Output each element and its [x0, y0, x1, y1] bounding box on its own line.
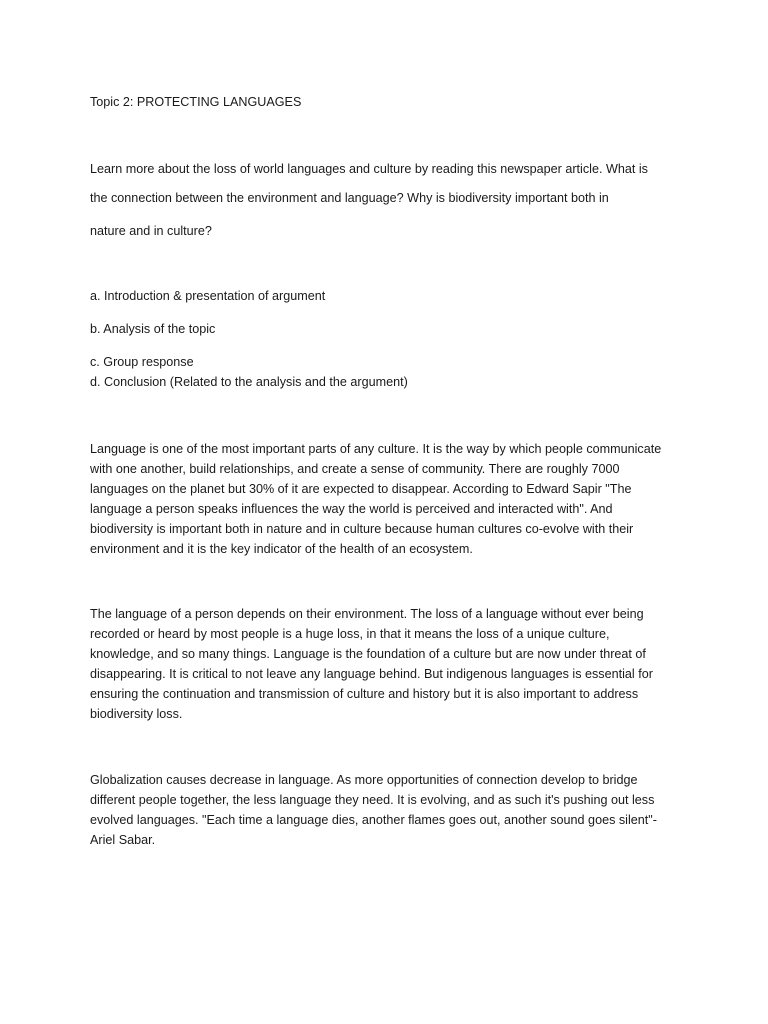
outline-item: a. Introduction & presentation of argument: [90, 289, 326, 303]
paragraph-line: disappearing. It is critical to not leave any language behind. But indigenous languages is essential for: [90, 667, 653, 681]
outline-item: c. Group response: [90, 355, 194, 369]
intro-line: Learn more about the loss of world languages and culture by reading this newspaper article. What is: [90, 162, 648, 176]
topic-title: Topic 2: PROTECTING LANGUAGES: [90, 95, 302, 109]
paragraph-line: ensuring the continuation and transmission of culture and history but it is also important to address: [90, 687, 639, 701]
paragraph-line: environment and it is the key indicator of the health of an ecosystem.: [90, 542, 473, 556]
paragraph-line: different people together, the less language they need. It is evolving, and as such it's pushing out less: [90, 793, 655, 807]
paragraph-line: The language of a person depends on their environment. The loss of a language without ever being: [90, 607, 644, 621]
paragraph-line: Language is one of the most important parts of any culture. It is the way by which people communicate: [90, 442, 662, 456]
paragraph-line: evolved languages. "Each time a language dies, another flames goes out, another sound goes silent"-: [90, 813, 657, 827]
paragraph-line: biodiversity loss.: [90, 707, 183, 721]
body-paragraph: [90, 439, 680, 559]
paragraph-line: with one another, build relationships, and create a sense of community. There are roughly 7000: [90, 462, 620, 476]
paragraph-line: language a person speaks influences the way the world is perceived and interacted with". And: [90, 502, 613, 516]
body-paragraph: [90, 770, 680, 850]
intro-line: nature and in culture?: [90, 224, 212, 238]
intro-line: the connection between the environment and language? Why is biodiversity important both in: [90, 191, 609, 205]
paragraph-line: biodiversity is important both in nature and in culture because human cultures co-evolve with their: [90, 522, 634, 536]
paragraph-line: Globalization causes decrease in language. As more opportunities of connection develop to bridge: [90, 773, 638, 787]
outline-item: b. Analysis of the topic: [90, 322, 216, 336]
paragraph-line: Ariel Sabar.: [90, 833, 156, 847]
paragraph-line: recorded or heard by most people is a huge loss, in that it means the loss of a unique culture,: [90, 627, 610, 641]
paragraph-line: languages on the planet but 30% of it are expected to disappear. According to Edward Sapir "The: [90, 482, 632, 496]
paragraph-line: knowledge, and so many things. Language is the foundation of a culture but are now under threat of: [90, 647, 646, 661]
outline-item: d. Conclusion (Related to the analysis and the argument): [90, 375, 408, 389]
body-paragraph: [90, 604, 680, 724]
